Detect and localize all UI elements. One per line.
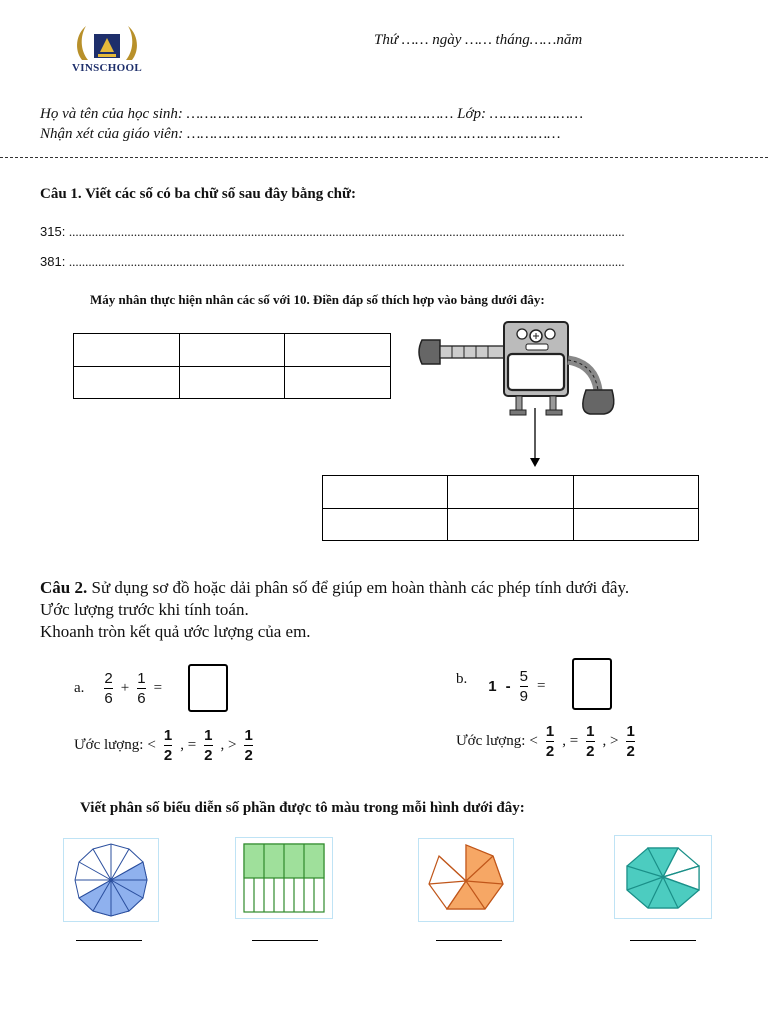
student-name-line xyxy=(40,106,583,123)
less-than-option[interactable]: < xyxy=(147,736,156,753)
table-cell[interactable] xyxy=(323,508,448,541)
q2-label: Câu 2. xyxy=(40,578,88,597)
fraction xyxy=(137,671,145,706)
less-than-option[interactable]: < xyxy=(529,732,538,749)
q1-number: 381: xyxy=(40,254,69,269)
table-cell[interactable] xyxy=(448,508,573,541)
whole-number: 1 xyxy=(488,677,497,695)
denominator: 2 xyxy=(163,746,173,764)
problem-b-label: b. xyxy=(456,670,468,687)
shape-teal-octagon xyxy=(614,835,712,919)
dashed-divider xyxy=(0,157,768,158)
denominator: 2 xyxy=(626,742,635,760)
table-cell[interactable] xyxy=(285,366,391,399)
denominator: 9 xyxy=(519,687,528,705)
greater-than-option[interactable]: , > xyxy=(220,736,237,753)
table-row xyxy=(323,476,699,509)
student-name-field[interactable]: …………………………………………………… xyxy=(186,106,454,122)
teacher-comment-label: Nhận xét của giáo viên: xyxy=(40,126,188,142)
q2-intro xyxy=(40,577,760,643)
logo-text: VINSCHOOL xyxy=(72,62,142,74)
fraction xyxy=(164,728,172,763)
table-cell[interactable] xyxy=(179,334,285,367)
q1-answer-field[interactable]: ........................................................................................................................................................................... xyxy=(68,254,625,269)
estimate-b xyxy=(456,720,639,762)
fraction xyxy=(244,728,252,763)
denominator: 2 xyxy=(204,746,213,764)
q2-title xyxy=(40,577,760,599)
minus-sign: - xyxy=(505,677,511,695)
q2-line-2: Ước lượng trước khi tính toán. xyxy=(40,600,249,619)
numerator: 1 xyxy=(137,669,146,687)
class-label: Lớp: xyxy=(453,106,490,122)
down-arrow-icon xyxy=(527,408,543,468)
fraction xyxy=(586,724,594,759)
answer-blank[interactable] xyxy=(436,940,502,941)
q1-number: 315: xyxy=(40,224,69,239)
numerator: 5 xyxy=(519,667,528,685)
q1-item-315 xyxy=(40,224,726,240)
fraction xyxy=(204,728,212,763)
table-row xyxy=(74,334,391,367)
student-name-label: Họ và tên của học sinh: xyxy=(40,106,187,122)
estimate-label: Ước lượng: xyxy=(74,736,144,753)
machine-instruction: Máy nhân thực hiện nhân các số với 10. Điền đáp số thích hợp vào bảng dưới đây: xyxy=(90,292,545,307)
numerator: 1 xyxy=(586,722,595,740)
equals-sign: = xyxy=(536,677,546,694)
fraction xyxy=(546,724,554,759)
answer-blank[interactable] xyxy=(252,940,318,941)
answer-blank[interactable] xyxy=(630,940,696,941)
shapes-instruction: Viết phân số biểu diễn số phần được tô màu trong mỗi hình dưới đây: xyxy=(80,800,525,816)
robot-illustration xyxy=(418,316,620,422)
answer-box-b[interactable] xyxy=(572,658,612,710)
shape-green-grid xyxy=(235,837,333,919)
problem-a xyxy=(74,666,162,710)
numerator: 1 xyxy=(244,726,253,744)
denominator: 2 xyxy=(545,742,555,760)
problem-a-label: a. xyxy=(74,679,85,696)
class-field[interactable]: ………………… xyxy=(489,106,584,122)
table-row xyxy=(74,366,391,399)
numerator: 1 xyxy=(204,726,213,744)
table-cell[interactable] xyxy=(74,366,180,399)
numerator: 2 xyxy=(104,669,113,687)
answer-box-a[interactable] xyxy=(188,664,228,712)
table-row xyxy=(323,508,699,541)
table-cell[interactable] xyxy=(179,366,285,399)
table-cell[interactable] xyxy=(74,334,180,367)
table-cell[interactable] xyxy=(573,508,698,541)
denominator: 6 xyxy=(137,689,146,707)
output-table xyxy=(322,475,699,541)
q2-title-text: Sử dụng sơ đồ hoặc dải phân số để giúp em hoàn thành các phép tính dưới đây. xyxy=(87,578,630,597)
teacher-comment-field[interactable]: ………………………………………………………………………… xyxy=(187,126,561,142)
table-cell[interactable] xyxy=(285,334,391,367)
shape-orange-heptagon xyxy=(418,838,514,922)
input-table xyxy=(73,333,391,399)
greater-than-option[interactable]: , > xyxy=(602,732,619,749)
teacher-comment-line xyxy=(40,126,561,143)
table-cell[interactable] xyxy=(448,476,573,509)
school-logo xyxy=(70,22,144,78)
estimate-label: Ước lượng: xyxy=(456,732,526,749)
denominator: 2 xyxy=(586,742,595,760)
fraction xyxy=(626,724,634,759)
shape-blue-polygon xyxy=(63,838,159,922)
equals-sign: = xyxy=(153,679,163,696)
table-cell[interactable] xyxy=(573,476,698,509)
q1-item-381 xyxy=(40,254,726,270)
answer-blank[interactable] xyxy=(76,940,142,941)
denominator: 6 xyxy=(104,689,113,707)
numerator: 1 xyxy=(545,722,555,740)
fraction xyxy=(104,671,112,706)
numerator: 1 xyxy=(626,722,635,740)
fraction xyxy=(520,669,528,704)
equal-option[interactable]: , = xyxy=(180,736,197,753)
denominator: 2 xyxy=(244,746,253,764)
numerator: 1 xyxy=(163,726,173,744)
q1-answer-field[interactable]: ........................................................................................................................................................................... xyxy=(68,224,625,239)
table-cell[interactable] xyxy=(323,476,448,509)
q1-title: Câu 1. Viết các số có ba chữ số sau đây bằng chữ: xyxy=(40,186,356,202)
estimate-a xyxy=(74,724,257,766)
date-line: Thứ …… ngày …… tháng……năm xyxy=(374,32,583,48)
q2-line-3: Khoanh tròn kết quả ước lượng của em. xyxy=(40,622,311,641)
plus-sign: + xyxy=(120,679,130,696)
problem-b xyxy=(456,664,545,708)
equal-option[interactable]: , = xyxy=(562,732,579,749)
